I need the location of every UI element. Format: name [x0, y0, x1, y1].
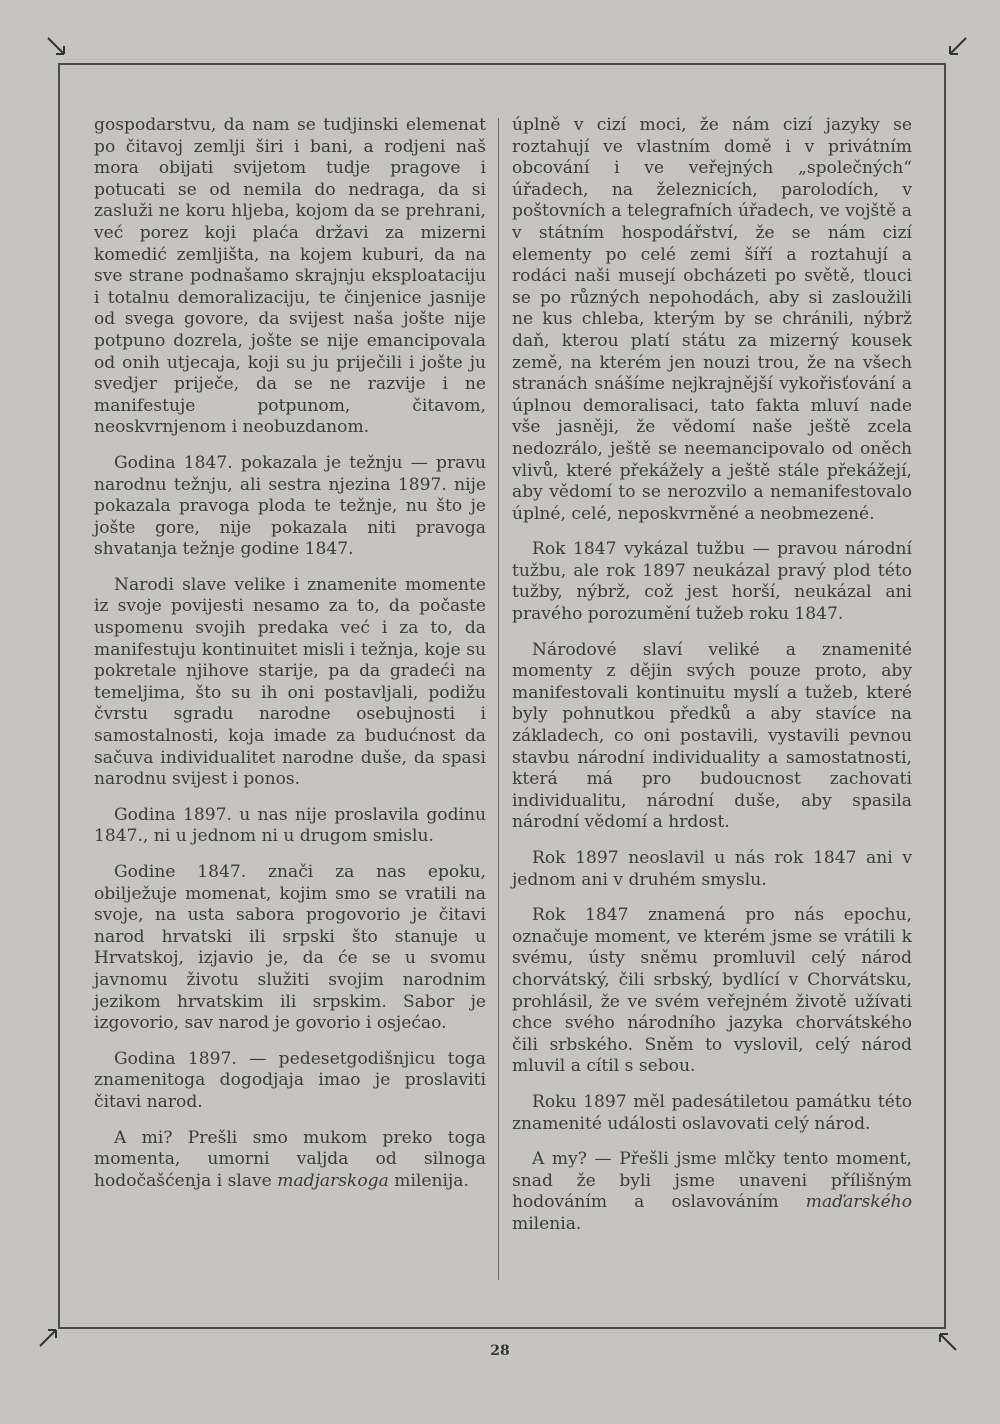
corner-mark-bottom-left-icon — [36, 1322, 62, 1348]
frame-left-rule — [58, 63, 60, 1329]
paragraph: Rok 1847 znamená pro nás epochu, označuje moment, ve kterém jsme se vrátili k svému, ústy sněmu promluvil celý národ chorvátský, čili srbský, bydlící v Chorvátsku, prohlásil, že ve svém veřejném životě užívati chce svého národního jazyka chorvátského čili srbského. Sněm to vyslovil, celý národ mluvil a cítil s sebou. — [512, 905, 912, 1077]
paragraph: úplně v cizí moci, že nám cizí jazyky se roztahují ve vlastním domě i v privátním obcování i ve veřejných „společných“ úřadech, na železnicích, parolodích, v poštovních a telegrafních úřadech, ve vojště a v státním hospodářství, že se nám cizí elementy po celé zemi šíří a roztahují a rodáci naši musejí obcházeti po světě, tlouci se po různých nepohodách, aby si zasloužili ne kus chleba, kterým by se chránili, nýbrž daň, kterou platí státu za mizerný kousek země, na kterém jen nouzi trou, že na všech stranách snášíme nejkrajnější vykořisťování a úplnou demoralisaci, tato fakta mluví nade vše jasněji, že vědomí naše ještě zcela nedozrálo, ještě se neemancipovalo od oněch vlivů, které překážely a ještě stále překážejí, aby vědomí to se nerozvilo a nemanifestovalo úplné, celé, neposkvrněné a neobmezené. — [512, 115, 912, 524]
paragraph: Roku 1897 měl padesátiletou památku této znamenité události oslavovati celý národ. — [512, 1091, 912, 1134]
text-run: milenija. — [388, 1170, 469, 1191]
text-run: A mi? Prešli smo mukom preko toga momenta, umorni valjda od silnoga hodočašćenja i slave — [94, 1127, 486, 1191]
corner-mark-top-left-icon — [44, 36, 70, 62]
paragraph: Rok 1897 neoslavil u nás rok 1847 ani v jednom ani v druhém smyslu. — [512, 848, 912, 890]
paragraph: Narodi slave velike i znamenite momente iz svoje povijesti nesamo za to, da počaste uspomenu svojih predaka već i za to, da manifestuju kontinuitet misli i težnja, koje su pokretale njihove starije, pa da gradeći na temeljima, što su ih oni postavljali, podižu čvrstu sgradu narodne osebujnosti i samostalnosti, koja imade za budućnost da sačuva individualitet narodne duše, da spasi narodnu svijest i ponos. — [94, 574, 486, 790]
column-divider — [498, 118, 499, 1280]
paragraph: gospodarstvu, da nam se tudjinski elemenat po čitavoj zemlji širi i bani, a rodjeni naš mora obijati svijetom tudje pragove i potucati se od nemila do nedraga, da si zasluži ne koru hljeba, kojom da se prehrani, već porez koji plaća državi za mizerni komedić zemljišta, na kojem kuburi, da na sve strane podnašamo skrajnju eksploataciju i totalnu demoralizaciju, te činjenice jasnije od svega govore, da svijest naša jošte nije potpuno dozrela, jošte se nije emancipovala od onih utjecaja, koji su ju priječili i jošte ju svedjer priječe, da se ne razvije i ne manifestuje potpunom, čitavom, neoskvrnjenom i neobuzdanom. — [94, 115, 486, 438]
paragraph: Godina 1897. — pedesetgodišnjicu toga znamenitoga dogodjaja imao je proslaviti čitavi narod. — [94, 1048, 486, 1112]
page-number: 28 — [490, 1343, 510, 1359]
paragraph: Godina 1847. pokazala je težnju — pravu narodnu težnju, ali sestra njezina 1897. nije pokazala pravoga ploda te težnje, nu što je jošte gore, nije pokazala niti pravoga shvatanja težnje godine 1847. — [94, 452, 486, 560]
left-column-croatian — [94, 115, 486, 1206]
frame-bottom-rule — [58, 1327, 946, 1329]
emphasis: maďarského — [805, 1192, 912, 1213]
emphasis: madjarskoga — [277, 1170, 389, 1191]
paragraph — [94, 1128, 486, 1193]
corner-mark-bottom-right-icon — [936, 1330, 962, 1356]
paragraph: Godine 1847. znači za nas epoku, obilježuje momenat, kojim smo se vratili na svoje, na usta sabora progovorio je čitavi narod hrvatski ili srpski što stanuje u Hrvatskoj, izjavio je, da će se u svomu javnomu životu služiti svojim narodnim jezikom hrvatskim ili srpskim. Sabor je izgovorio, sav narod je govorio i osjećao. — [94, 862, 486, 1034]
paragraph — [512, 1149, 912, 1235]
text-run: milenia. — [512, 1213, 582, 1234]
frame-top-rule — [58, 63, 946, 65]
right-column-czech — [512, 115, 912, 1250]
paragraph: Národové slaví veliké a znamenité momenty z dějin svých pouze proto, aby manifestovali kontinuitu myslí a tužeb, které byly pohnutkou předků a aby stavíce na základech, co oni postavili, vystavili pevnou stavbu národní individuality a samostatnosti, která má pro budoucnost zachovati individualitu, národní duše, aby spasila národní vědomí a hrdost. — [512, 639, 912, 833]
corner-mark-top-right-icon — [944, 36, 970, 62]
frame-right-rule — [944, 63, 946, 1329]
paragraph: Godina 1897. u nas nije proslavila godinu 1847., ni u jednom ni u drugom smislu. — [94, 804, 486, 847]
text-run: A my? — Přešli jsme mlčky tento moment, snad že byli jsme unaveni přílišným hodováním a oslavováním — [512, 1149, 912, 1213]
paragraph: Rok 1847 vykázal tužbu — pravou národní tužbu, ale rok 1897 neukázal pravý plod této tužby, nýbrž, což jest horší, neukázal ani pravého porozumění tužeb roku 1847. — [512, 539, 912, 625]
